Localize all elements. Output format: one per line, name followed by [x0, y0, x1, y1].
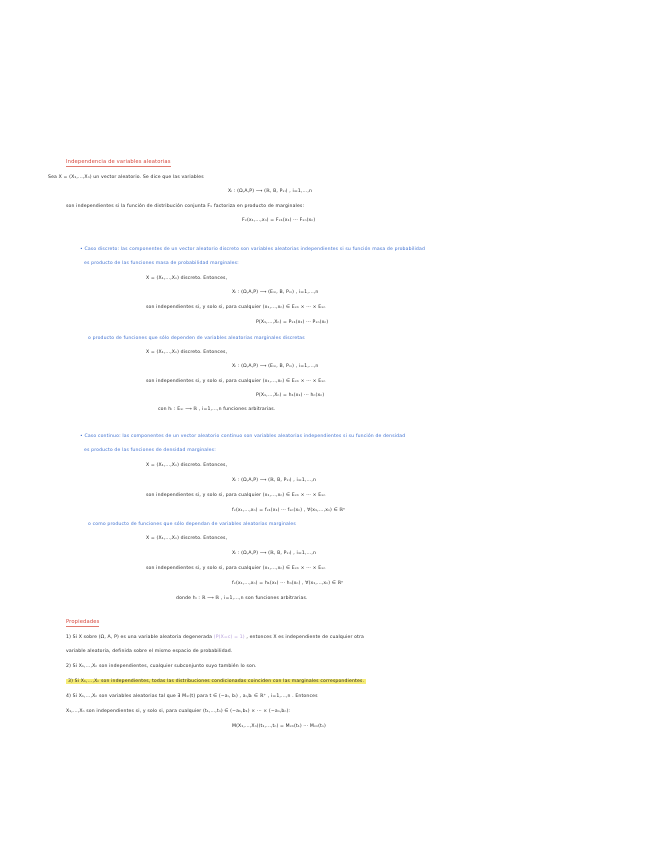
property-4-a: 4) Si X₁,...,Xₙ son variables aleatorias tal que ∃ Mₓᵢ(t) para t ∈ (−aᵢ, bᵢ) , aᵢ,bᵢ ∈ ℝ⁺ , i=1,...,n . Entonces — [66, 694, 318, 699]
discrete-line-2: Xᵢ : (Ω,A,P) ⟶ (Eₓᵢ, B, Pₓᵢ) , i=1,...,n — [232, 290, 319, 295]
discrete-m-5: con hᵢ : Eₓᵢ ⟶ ℝ , i=1,...,n funciones arbitrarias. — [158, 407, 276, 412]
property-3 — [66, 679, 366, 685]
discrete-heading: • Caso discreto: las componentes de un vector aleatorio discreto son variables aleatorias independientes si su función masa de probabilidad — [80, 247, 426, 252]
property-1 — [66, 635, 364, 641]
property-4-b: X₁,...,Xₙ son independientes si, y solo si, para cualquier (t₁,...,tₙ) ∈ (−a₁,b₁) × ··· × (−aₙ,bₙ): — [66, 709, 291, 714]
section-title: Independencia de variables aleatorias — [66, 159, 171, 165]
discrete-sub: o producto de funciones que sólo dependen de variables aleatorias marginales discretas — [88, 336, 305, 341]
discrete-heading-2: es producto de las funciones masa de probabilidad marginales: — [84, 261, 239, 266]
property-1-a: 1) Si X sobre (Ω, A, P) es una variable aleatoria degenerada — [66, 635, 213, 640]
discrete-m-1: X = (X₁,...,Xₙ) discreto. Entonces, — [146, 350, 228, 355]
discrete-m-3: son independientes si, y solo si, para cualquier (x₁,...,xₙ) ∈ Eₓ₁ × ··· × Eₓₙ — [146, 379, 326, 384]
property-1-faint: (P(X=c) = 1) — [213, 635, 245, 640]
continuous-m-2: Xᵢ : (Ω,A,P) ⟶ (ℝ, B, Pₓᵢ) , i=1,...,n — [232, 551, 317, 556]
discrete-line-4: P(X₁,...,Xₙ) = Pₓ₁(x₁) ··· Pₓₙ(xₙ) — [256, 320, 329, 325]
discrete-m-2: Xᵢ : (Ω,A,P) ⟶ (Eₓᵢ, B, Pₓᵢ) , i=1,...,n — [232, 364, 319, 369]
property-4-c: M(X₁,...,Xₙ)(t₁,...,tₙ) = Mₓ₁(t₁) ··· Mₓₙ(tₙ) — [232, 724, 326, 729]
continuous-line-3: son independientes si, y solo si, para cualquier (x₁,...,xₙ) ∈ Eₓ₁ × ··· × Eₓₙ — [146, 493, 326, 498]
intro-text-2: son independientes si la función de distribución conjunta Fₓ factoriza en producto de marginales: — [66, 204, 305, 209]
continuous-m-3: son independientes si, y solo si, para cualquier (x₁,...,xₙ) ∈ Eₓ₁ × ··· × Eₓₙ — [146, 566, 326, 571]
continuous-sub: o como producto de funciones que sólo dependan de variables aleatorias marginales — [88, 522, 296, 527]
intro-formula-2: Fₓ(x₁,...,xₙ) = Fₓ₁(x₁) ··· Fₓₙ(xₙ) — [242, 218, 316, 223]
discrete-line-3: son independientes si, y solo si, para cualquier (x₁,...,xₙ) ∈ Eₓ₁ × ··· × Eₓₙ — [146, 305, 326, 310]
continuous-line-1: X = (X₁,...,Xₙ) discreto. Entonces, — [146, 463, 228, 468]
property-1-c: variable aleatoria, definida sobre el mismo espacio de probabilidad. — [66, 649, 233, 654]
intro-text-1: Sea X = (X₁,...,Xₙ) un vector aleatorio. Se dice que las variables — [48, 175, 204, 180]
continuous-m-4: fₓ(x₁,...,xₙ) = h₁(x₁) ··· hₙ(xₙ) , ∀(x₁,...,xₙ) ∈ ℝⁿ — [232, 581, 344, 586]
intro-formula-1: Xᵢ : (Ω,A,P) ⟶ (ℝ, B, Pₓᵢ) , i=1,...,n — [228, 189, 313, 194]
discrete-line-1: X = (X₁,...,Xₙ) discreto. Entonces, — [146, 276, 228, 281]
discrete-m-4: P(X₁,...,Xₙ) = h₁(x₁) ··· hₙ(xₙ) — [256, 393, 325, 398]
continuous-m-1: X = (X₁,...,Xₙ) discreto. Entonces, — [146, 536, 228, 541]
continuous-heading: • Caso continuo: las componentes de un vector aleatorio continuo son variables aleatorias independientes si su función de densidad — [80, 434, 406, 439]
property-2: 2) Si X₁,...,Xₙ son independientes, cualquier subconjunto suyo también lo son. — [66, 664, 257, 669]
continuous-m-5: donde hᵢ : ℝ ⟶ ℝ , i=1,...,n son funciones arbitrarias. — [176, 596, 308, 601]
properties-title: Propiedades — [66, 619, 100, 625]
property-1-b: , entonces X es independiente de cualquier otra — [246, 635, 365, 640]
continuous-line-4: fₓ(x₁,...,xₙ) = fₓ₁(x₁) ··· fₓₙ(xₙ) , ∀(x₁,...,xₙ) ∈ ℝⁿ — [232, 508, 346, 513]
continuous-line-2: Xᵢ : (Ω,A,P) ⟶ (ℝ, B, Pₓᵢ) , i=1,...,n — [232, 478, 317, 483]
continuous-heading-2: es producto de las funciones de densidad marginales: — [84, 448, 216, 453]
property-3-highlight: 3) Si X₁,...,Xₙ son independientes, todas las distribuciones condicionadas coinciden con las marginales correspondientes. — [68, 679, 365, 684]
